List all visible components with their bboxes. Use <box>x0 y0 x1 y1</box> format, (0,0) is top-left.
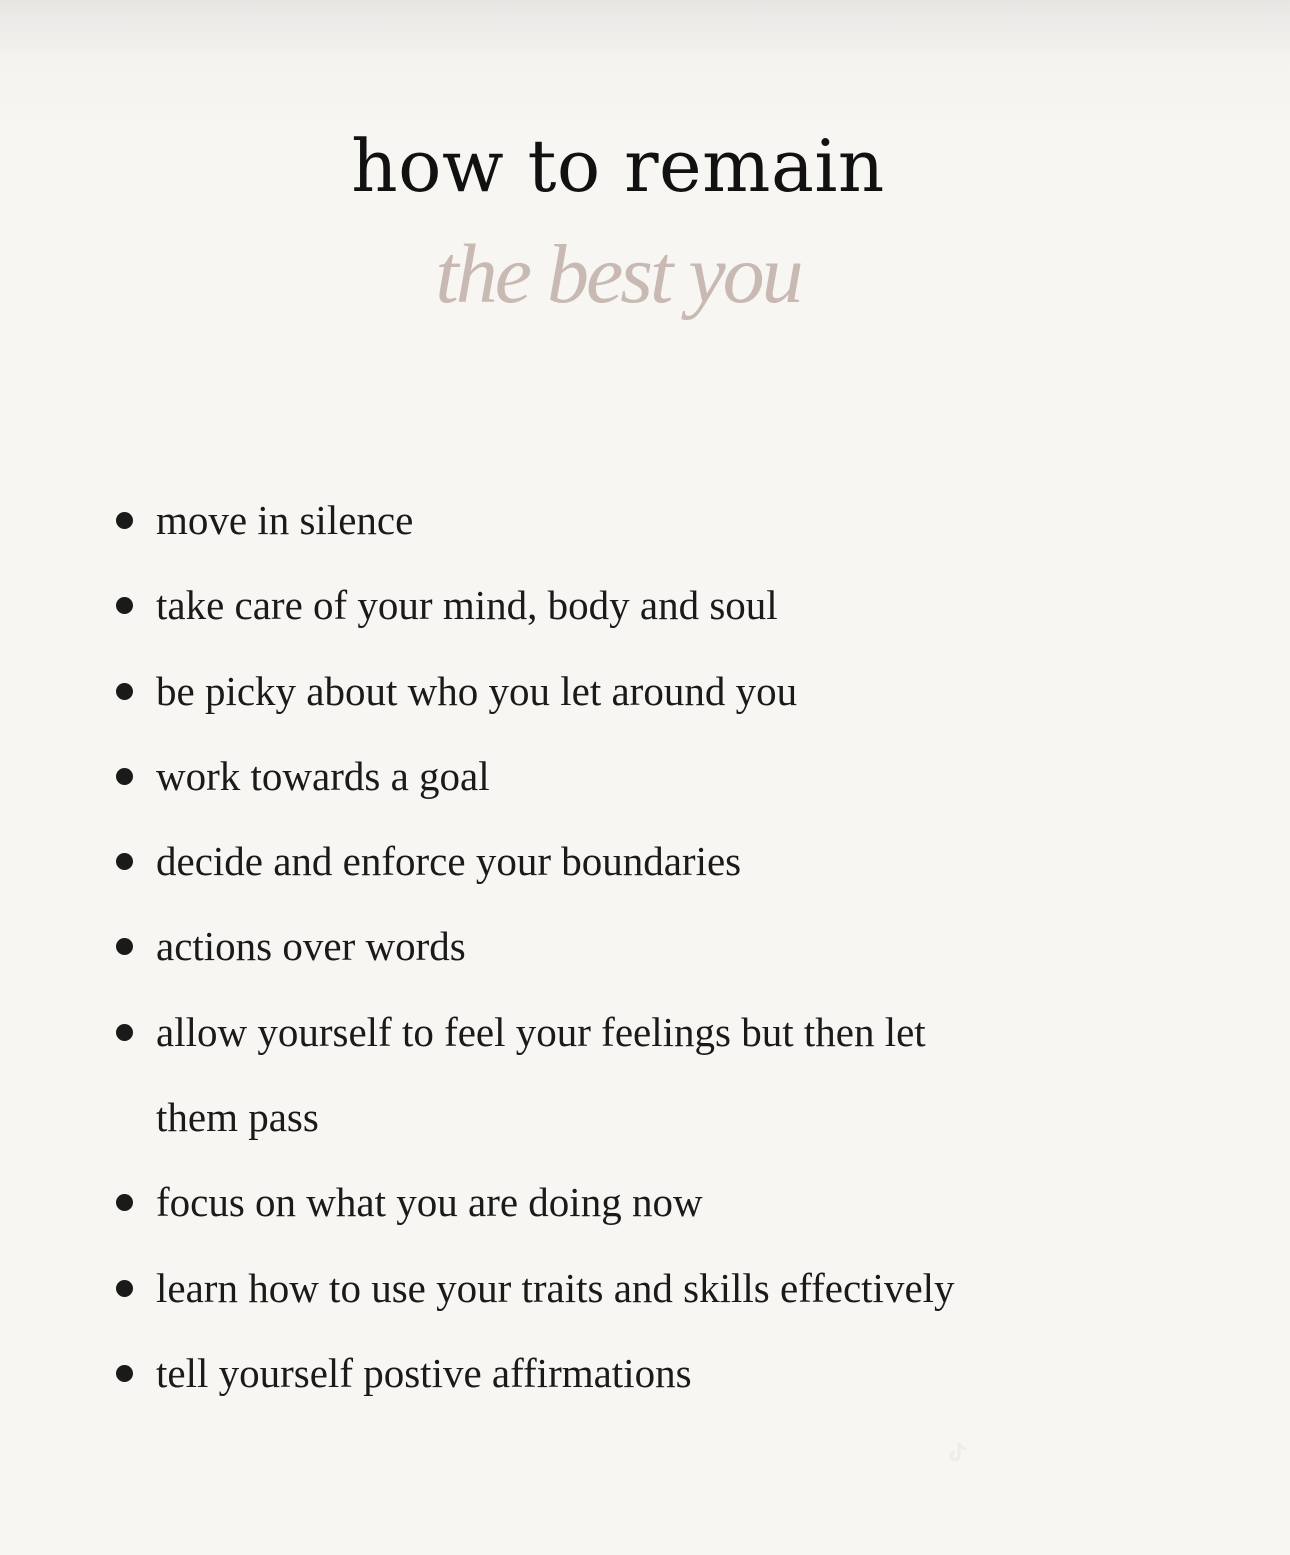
page-subtitle: the best you <box>435 228 801 321</box>
tips-list <box>116 478 1216 1416</box>
list-item-text: decide and enforce your boundaries <box>156 838 742 885</box>
list-item-text: work towards a goal <box>156 752 490 799</box>
list-item <box>116 819 1216 904</box>
bullet-icon <box>116 1194 133 1211</box>
bullet-icon <box>116 1280 133 1297</box>
list-item-text: actions over words <box>156 923 466 970</box>
list-item-text: allow yourself to feel your feelings but then let <box>156 1008 926 1055</box>
list-item <box>116 904 1216 989</box>
bullet-icon <box>116 853 133 870</box>
list-item-text: focus on what you are doing now <box>156 1179 703 1226</box>
bullet-icon <box>116 1365 133 1382</box>
bullet-icon <box>116 768 133 785</box>
list-item-text: move in silence <box>156 497 414 543</box>
list-item-text-continuation: them pass <box>156 1094 319 1141</box>
list-item <box>116 990 1216 1161</box>
list-item <box>116 478 1216 563</box>
tiktok-icon <box>944 1440 970 1466</box>
list-item <box>116 734 1216 819</box>
list-item-text: learn how to use your traits and skills effectively <box>156 1264 955 1311</box>
list-item <box>116 563 1216 648</box>
bullet-icon <box>116 512 133 529</box>
list-item <box>116 1160 1216 1245</box>
list-item-text: tell yourself postive affirmations <box>156 1349 692 1396</box>
bullet-icon <box>116 683 133 700</box>
page-title: how to remain <box>351 124 885 208</box>
list-item-text: be picky about who you let around you <box>156 667 798 714</box>
bullet-icon <box>116 597 133 614</box>
bullet-icon <box>116 1024 133 1041</box>
list-item <box>116 649 1216 734</box>
list-item <box>116 1331 1216 1416</box>
bullet-icon <box>116 938 133 955</box>
list-item <box>116 1246 1216 1331</box>
list-item-text: take care of your mind, body and soul <box>156 582 778 629</box>
watermark <box>944 1440 1264 1470</box>
